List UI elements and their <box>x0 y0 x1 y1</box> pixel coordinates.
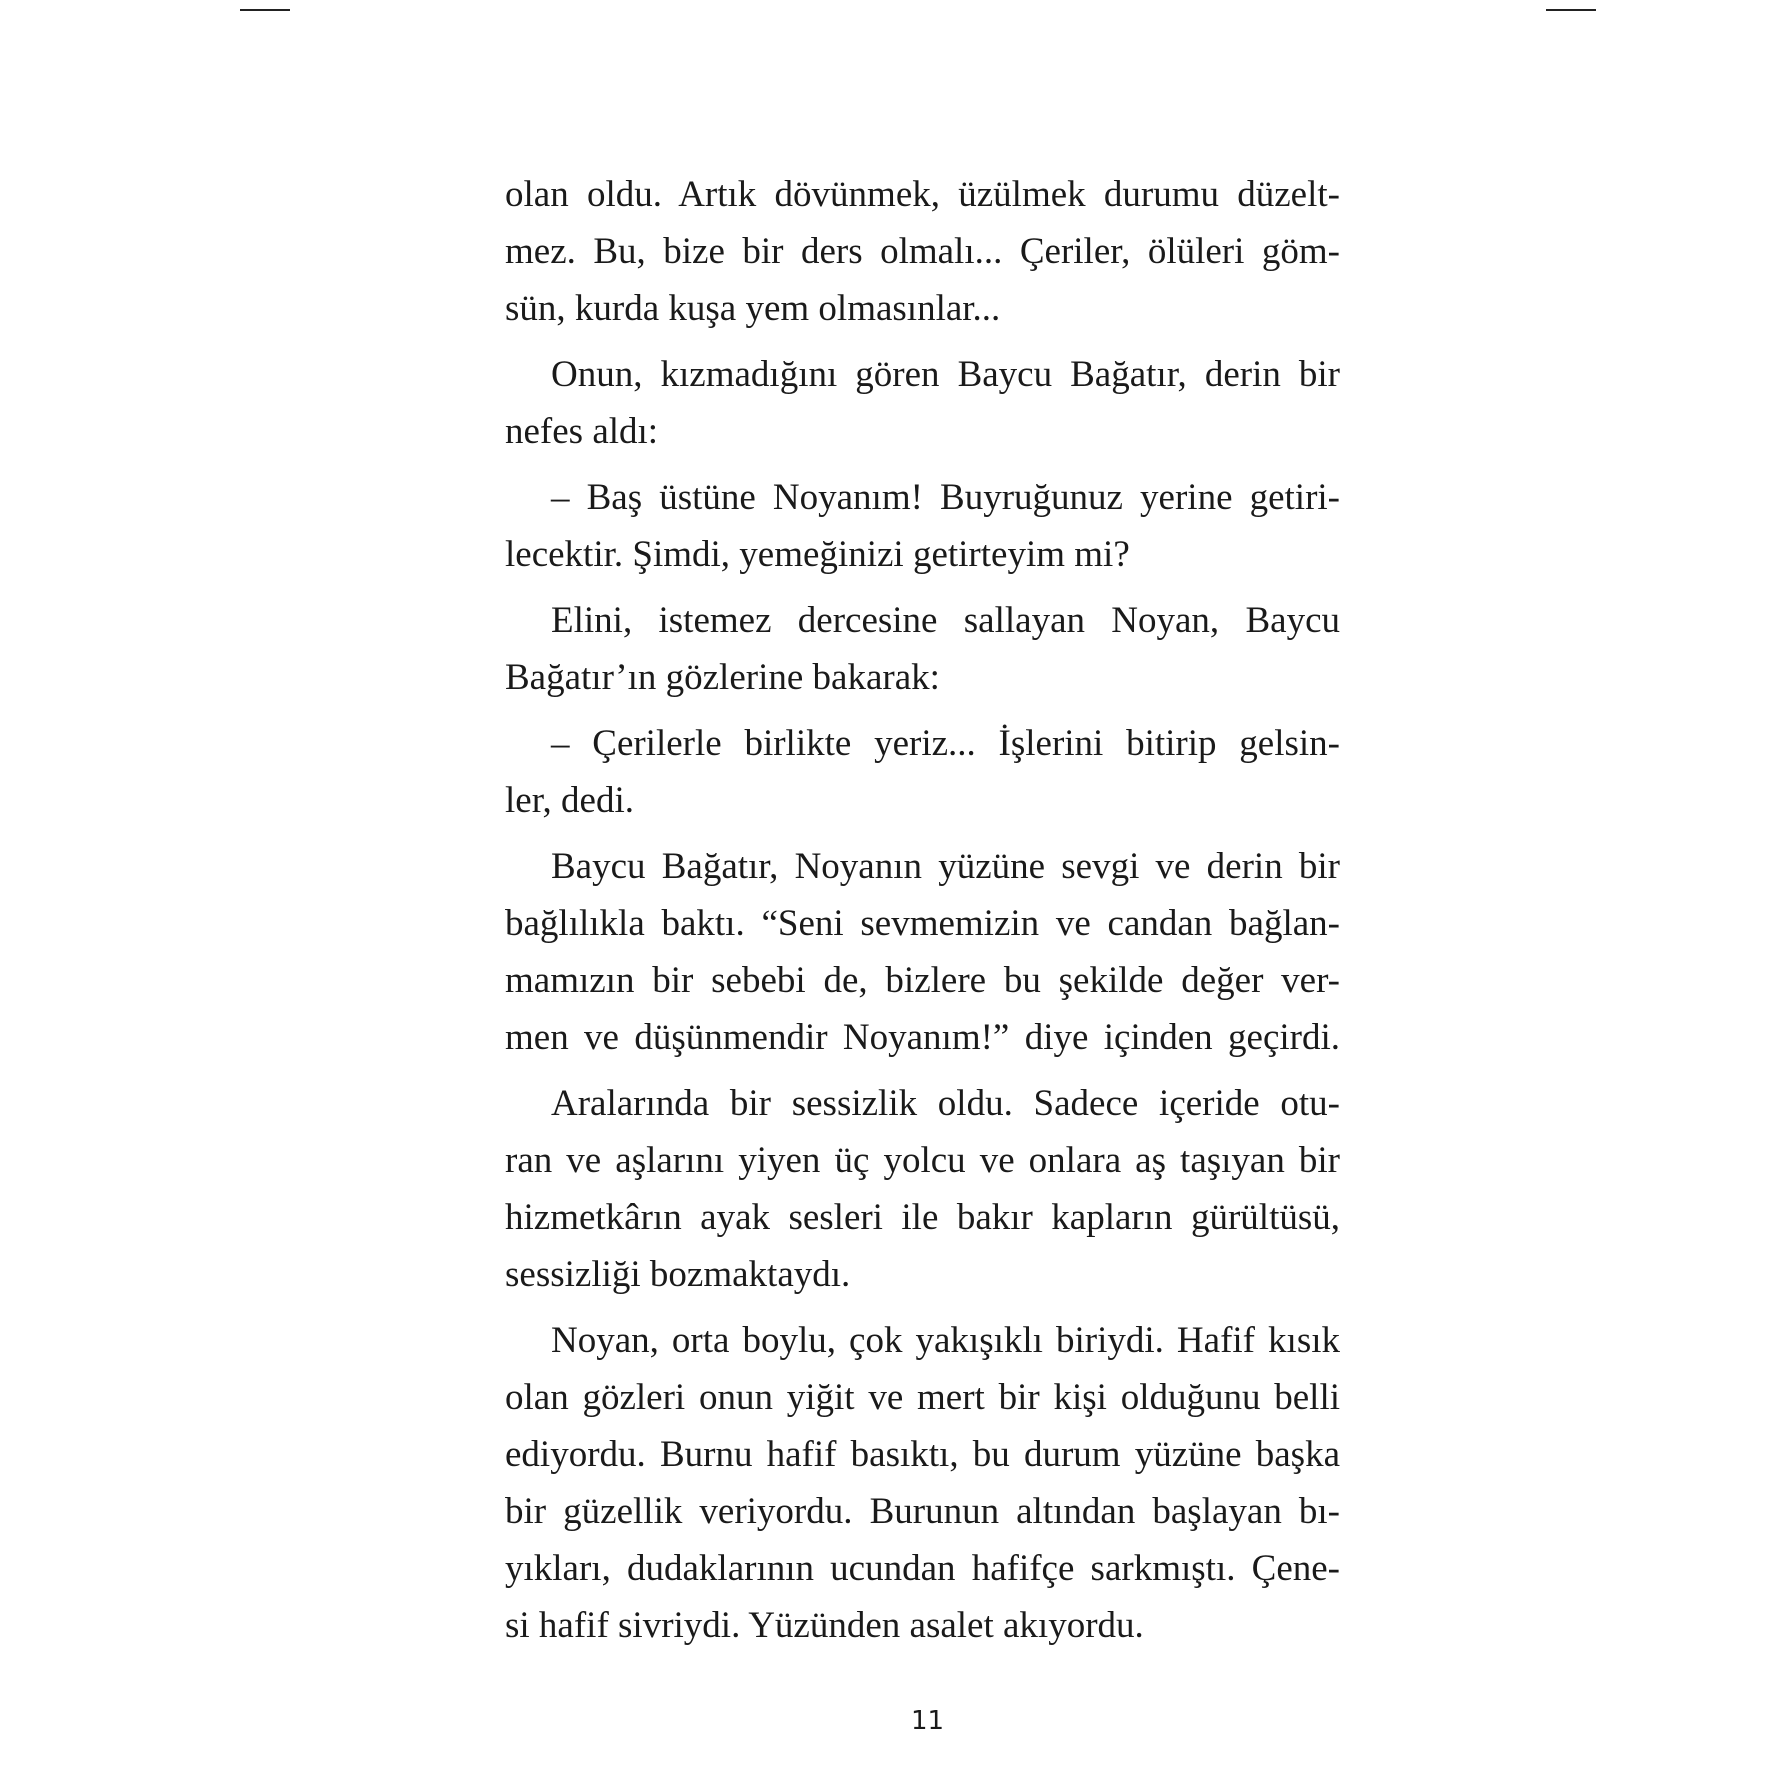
paragraph <box>505 838 1340 1066</box>
text-line: si hafif sivriydi. Yüzünden asalet akıyordu. <box>505 1605 1144 1646</box>
crop-mark-right <box>1546 9 1596 11</box>
page-number: 11 <box>910 1706 945 1736</box>
text-line: mez. Bu, bize bir ders olmalı... Çeriler, ölüleri göm- <box>505 231 1340 272</box>
text-line: Bağatır’ın gözlerine bakarak: <box>505 657 940 698</box>
text-line: ran ve aşlarını yiyen üç yolcu ve onlara aş taşıyan bir <box>505 1140 1340 1181</box>
text-line: Onun, kızmadığını gören Baycu Bağatır, derin bir <box>551 354 1340 395</box>
paragraph <box>505 469 1340 583</box>
text-line: – Çerilerle birlikte yeriz... İşlerini bitirip gelsin- <box>551 723 1340 764</box>
text-line: men ve düşünmendir Noyanım!” diye içinden geçirdi. <box>505 1017 1340 1058</box>
text-line: Aralarında bir sessizlik oldu. Sadece içeride otu- <box>551 1083 1340 1124</box>
paragraph <box>505 346 1340 460</box>
text-line: sün, kurda kuşa yem olmasınlar... <box>505 288 1001 329</box>
text-line: ediyordu. Burnu hafif basıktı, bu durum yüzüne başka <box>505 1434 1340 1475</box>
paragraph <box>505 592 1340 706</box>
text-line: sessizliği bozmaktaydı. <box>505 1254 851 1295</box>
text-line: Elini, istemez dercesine sallayan Noyan, Baycu <box>551 600 1340 641</box>
text-line: – Baş üstüne Noyanım! Buyruğunuz yerine getiri- <box>551 477 1340 518</box>
text-line: bir güzellik veriyordu. Burunun altından başlayan bı- <box>505 1491 1340 1532</box>
text-line: olan gözleri onun yiğit ve mert bir kişi olduğunu belli <box>505 1377 1340 1418</box>
text-line: bağlılıkla baktı. “Seni sevmemizin ve candan bağlan- <box>505 903 1340 944</box>
paragraph <box>505 1312 1340 1654</box>
text-line: lecektir. Şimdi, yemeğinizi getirteyim mi? <box>505 534 1130 575</box>
crop-mark-left <box>240 9 290 11</box>
text-line: olan oldu. Artık dövünmek, üzülmek durumu düzelt- <box>505 174 1340 215</box>
text-line: mamızın bir sebebi de, bizlere bu şekilde değer ver- <box>505 960 1340 1001</box>
text-line: yıkları, dudaklarının ucundan hafifçe sarkmıştı. Çene- <box>505 1548 1340 1589</box>
body-text <box>505 166 1340 1663</box>
text-line: nefes aldı: <box>505 411 659 452</box>
paragraph <box>505 1075 1340 1303</box>
paragraph <box>505 715 1340 829</box>
text-line: ler, dedi. <box>505 780 634 821</box>
text-line: hizmetkârın ayak sesleri ile bakır kapların gürültüsü, <box>505 1197 1340 1238</box>
text-line: Baycu Bağatır, Noyanın yüzüne sevgi ve derin bir <box>551 846 1340 887</box>
text-line: Noyan, orta boylu, çok yakışıklı biriydi. Hafif kısık <box>551 1320 1340 1361</box>
paragraph <box>505 166 1340 337</box>
